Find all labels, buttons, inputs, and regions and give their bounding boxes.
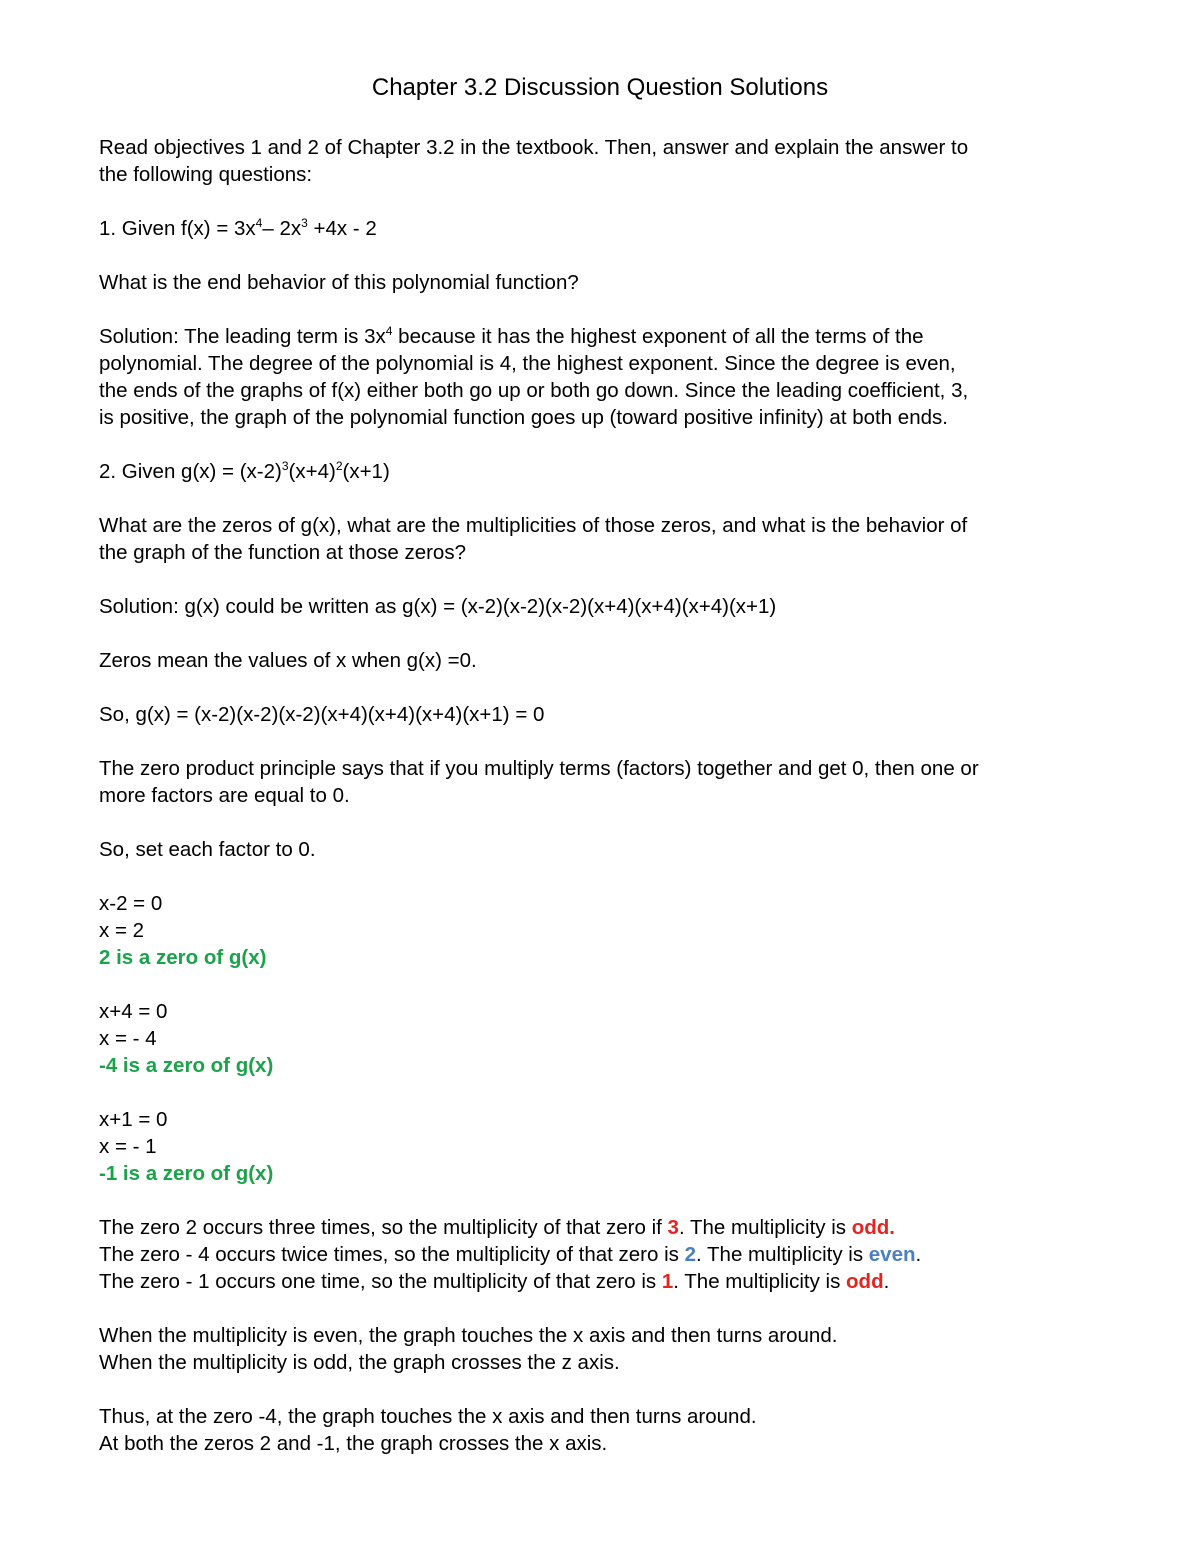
exponent: 3 (301, 216, 308, 230)
multiplicity-text: . The multiplicity is (678, 1216, 852, 1239)
multiplicity-text: . (883, 1270, 890, 1293)
exponent: 3 (281, 459, 289, 473)
given-text: 2. Given g(x) = (x-2) (99, 460, 282, 483)
solution-line: the ends of the graphs of f(x) either both go up or both go down. Since the leading coefficient, 3, (99, 379, 969, 402)
multiplicity-line (99, 1241, 1119, 1268)
prompt-line: the graph of the function at those zeros? (99, 541, 466, 564)
set-each-factor: So, set each factor to 0. (99, 838, 316, 861)
principle-line: The zero product principle says that if you multiply terms (factors) together and get 0, then one or (99, 757, 979, 780)
zero-product-principle (99, 755, 1119, 809)
multiplicity-number: 2 (684, 1243, 696, 1266)
given-text: +4x - 2 (307, 217, 377, 240)
exponent: 2 (335, 459, 343, 473)
exponent: 4 (385, 324, 393, 338)
solution-text: because it has the highest exponent of all the terms of the (392, 325, 924, 348)
zero-result: -1 is a zero of g(x) (99, 1162, 274, 1185)
factor-solution: x = - 1 (99, 1135, 157, 1158)
given-text: – 2x (262, 217, 302, 240)
question-1-given (99, 215, 1119, 242)
multiplicity-text: . (915, 1243, 922, 1266)
multiplicity-parity: odd (846, 1270, 884, 1293)
multiplicity-number: 1 (661, 1270, 674, 1293)
given-text: 1. Given f(x) = 3x (99, 217, 256, 240)
prompt-line: What are the zeros of g(x), what are the multiplicities of those zeros, and what is the behavior of (99, 514, 968, 537)
given-text: (x+1) (342, 460, 390, 483)
question-2-given (99, 458, 1119, 485)
intro-line: Read objectives 1 and 2 of Chapter 3.2 in the textbook. Then, answer and explain the answer to (99, 136, 969, 159)
intro-paragraph (99, 134, 1119, 188)
page-title: Chapter 3.2 Discussion Question Solutions (371, 74, 829, 101)
factor-solution: x = - 4 (99, 1027, 157, 1050)
multiplicity-line (99, 1268, 1119, 1295)
factor-block (99, 998, 1119, 1079)
multiplicity-block (99, 1214, 1119, 1295)
given-text: (x+4) (288, 460, 336, 483)
multiplicity-text: . The multiplicity is (696, 1243, 869, 1266)
solution-text: Solution: The leading term is 3x (99, 325, 386, 348)
multiplicity-text: The zero - 4 occurs twice times, so the multiplicity of that zero is (99, 1243, 685, 1266)
factor-equation: x+4 = 0 (99, 1000, 168, 1023)
zero-result: 2 is a zero of g(x) (99, 946, 267, 969)
multiplicity-parity: even (868, 1243, 916, 1266)
so-equation: So, g(x) = (x-2)(x-2)(x-2)(x+4)(x+4)(x+4)(x+1) = 0 (99, 703, 545, 726)
question-1-solution (99, 323, 1119, 431)
multiplicity-text: . The multiplicity is (673, 1270, 847, 1293)
multiplicity-rules (99, 1322, 1119, 1376)
question-2-solution-line: Solution: g(x) could be written as g(x) = (x-2)(x-2)(x-2)(x+4)(x+4)(x+4)(x+1) (99, 595, 777, 618)
zero-result: -4 is a zero of g(x) (99, 1054, 274, 1077)
multiplicity-text: The zero - 1 occurs one time, so the multiplicity of that zero is (99, 1270, 662, 1293)
exponent: 4 (255, 216, 263, 230)
principle-line: more factors are equal to 0. (99, 784, 350, 807)
zeros-meaning: Zeros mean the values of x when g(x) =0. (99, 649, 477, 672)
factor-equation: x-2 = 0 (99, 892, 163, 915)
solution-line: is positive, the graph of the polynomial function goes up (toward positive infinity) at both ends. (99, 406, 948, 429)
question-2-prompt (99, 512, 1119, 566)
question-1-prompt: What is the end behavior of this polynomial function? (99, 271, 579, 294)
factor-solution: x = 2 (99, 919, 145, 942)
document-body (99, 134, 1119, 1457)
solution-line: polynomial. The degree of the polynomial is 4, the highest exponent. Since the degree is even, (99, 352, 956, 375)
conclusion-line: At both the zeros 2 and -1, the graph crosses the x axis. (99, 1432, 608, 1455)
rule-line: When the multiplicity is odd, the graph crosses the z axis. (99, 1351, 620, 1374)
multiplicity-parity: odd. (851, 1216, 895, 1239)
multiplicity-text: The zero 2 occurs three times, so the multiplicity of that zero if (99, 1216, 668, 1239)
solution-line (99, 323, 1119, 350)
multiplicity-line (99, 1214, 1119, 1241)
factor-equation: x+1 = 0 (99, 1108, 168, 1131)
intro-line: the following questions: (99, 163, 313, 186)
multiplicity-number: 3 (667, 1216, 679, 1239)
factor-block (99, 890, 1119, 971)
conclusion (99, 1403, 1119, 1457)
conclusion-line: Thus, at the zero -4, the graph touches the x axis and then turns around. (99, 1405, 757, 1428)
rule-line: When the multiplicity is even, the graph touches the x axis and then turns around. (99, 1324, 838, 1347)
factor-block (99, 1106, 1119, 1187)
